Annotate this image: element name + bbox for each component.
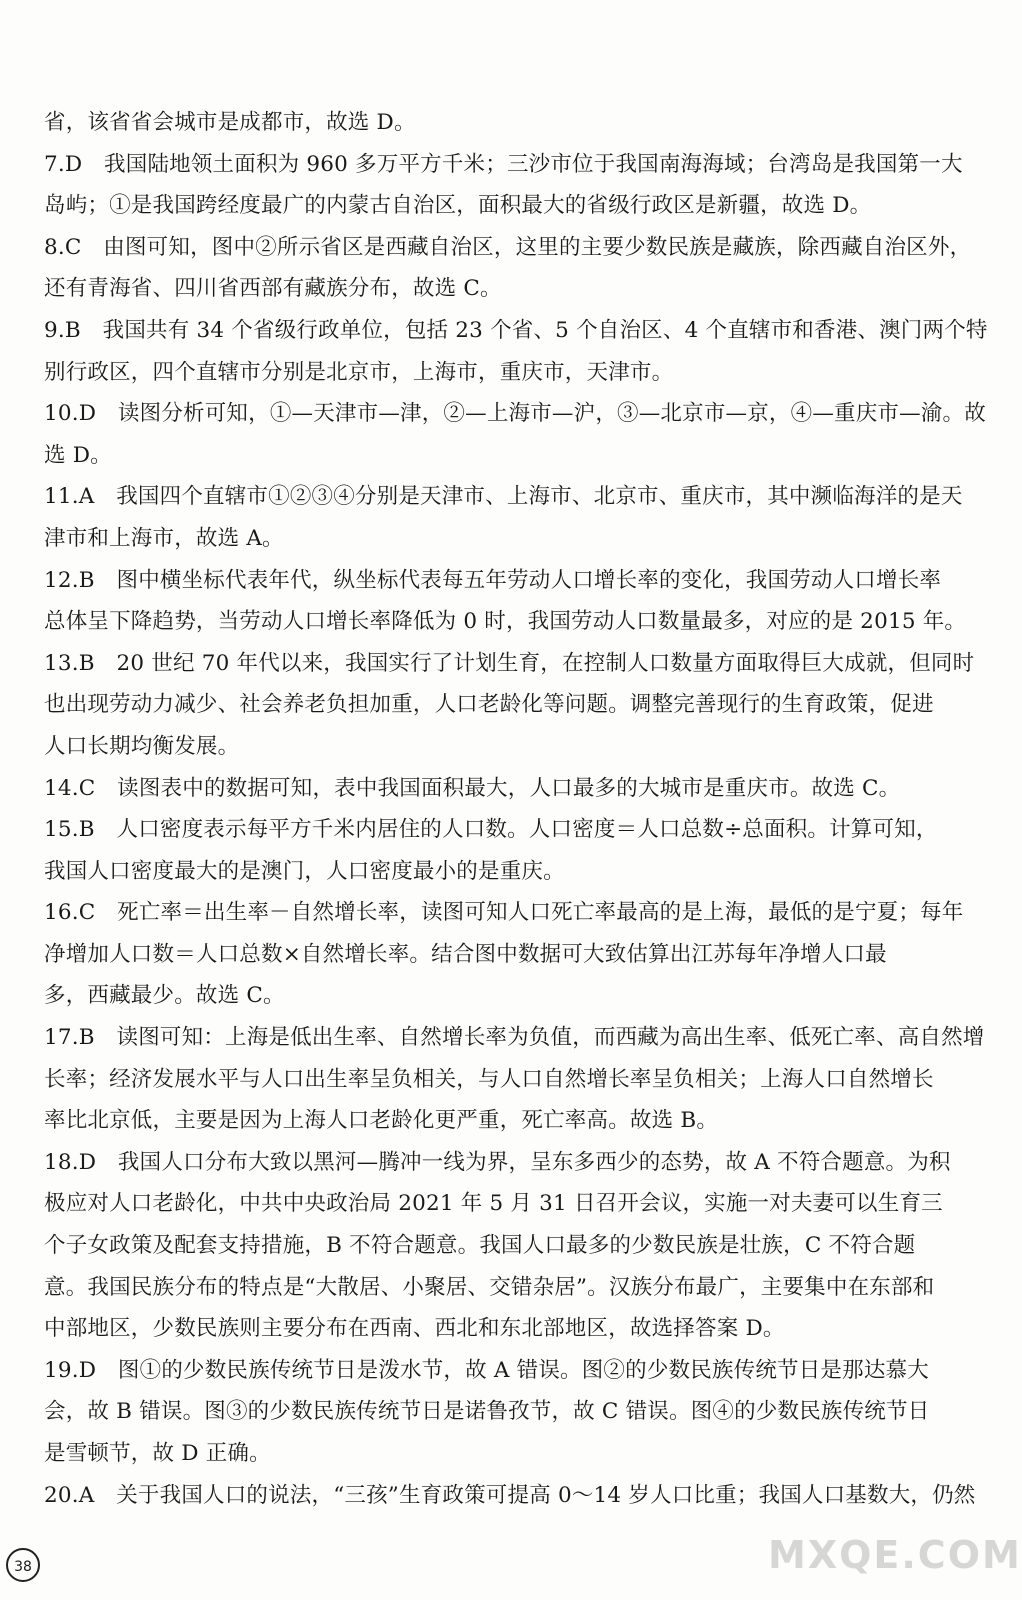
text-line: 个子女政策及配套支持措施，B 不符合题意。我国人口最多的少数民族是壮族，C 不符合题 <box>44 1233 916 1259</box>
text-line: 14.C 读图表中的数据可知，表中我国面积最大，人口最多的大城市是重庆市。故选 C。 <box>44 775 901 801</box>
text-line: 会，故 B 错误。图③的少数民族传统节日是诺鲁孜节，故 C 错误。图④的少数民族传统节日 <box>44 1399 930 1425</box>
text-line: 多，西藏最少。故选 C。 <box>44 983 285 1009</box>
text-line: 是雪顿节，故 D 正确。 <box>44 1441 271 1466</box>
text-line: 人口长期均衡发展。 <box>44 733 240 759</box>
text-line: 还有青海省、四川省西部有藏族分布，故选 C。 <box>44 276 502 302</box>
text-line: 12.B 图中横坐标代表年代，纵坐标代表每五年劳动人口增长率的变化，我国劳动人口增长率 <box>44 567 942 593</box>
text-line: 16.C 死亡率＝出生率－自然增长率，读图可知人口死亡率最高的是上海，最低的是宁夏；每年 <box>44 900 964 926</box>
text-line: 意。我国民族分布的特点是“大散居、小聚居、交错杂居”。汉族分布最广，主要集中在东部和 <box>44 1274 935 1300</box>
text-line: 8.C 由图可知，图中②所示省区是西藏自治区，这里的主要少数民族是藏族，除西藏自治区外， <box>44 234 972 260</box>
text-line: 11.A 我国四个直辖市①②③④分别是天津市、上海市、北京市、重庆市，其中濒临海洋的是天 <box>44 484 963 510</box>
page-number-badge: 38 <box>6 1548 40 1582</box>
text-line: 19.D 图①的少数民族传统节日是泼水节，故 A 错误。图②的少数民族传统节日是那达慕大 <box>44 1357 929 1383</box>
text-line: 20.A 关于我国人口的说法，“三孩”生育政策可提高 0～14 岁人口比重；我国人口基数大，仍然 <box>44 1482 976 1508</box>
text-line: 极应对人口老龄化，中共中央政治局 2021 年 5 月 31 日召开会议，实施一对夫妻可以生育三 <box>44 1191 943 1217</box>
text-line: 长率；经济发展水平与人口出生率呈负相关，与人口自然增长率呈负相关；上海人口自然增长 <box>44 1066 934 1092</box>
text-line: 13.B 20 世纪 70 年代以来，我国实行了计划生育，在控制人口数量方面取得巨大成就，但同时 <box>44 650 975 676</box>
text-line: 我国人口密度最大的是澳门，人口密度最小的是重庆。 <box>44 858 565 884</box>
text-line: 总体呈下降趋势，当劳动人口增长率降低为 0 时，我国劳动人口数量最多，对应的是 2015 年。 <box>44 609 967 635</box>
text-line: 18.D 我国人口分布大致以黑河—腾冲一线为界，呈东多西少的态势，故 A 不符合题意。为积 <box>44 1149 951 1175</box>
watermark-logo: MXQE.COM <box>768 1533 1022 1577</box>
text-line: 率比北京低，主要是因为上海人口老龄化更严重，死亡率高。故选 B。 <box>44 1108 719 1134</box>
text-line: 别行政区，四个直辖市分别是北京市，上海市，重庆市，天津市。 <box>44 359 674 385</box>
text-line: 中部地区，少数民族则主要分布在西南、西北和东北部地区，故选择答案 D。 <box>44 1316 785 1342</box>
text-line: 7.D 我国陆地领土面积为 960 多万平方千米；三沙市位于我国南海海域；台湾岛是我国第一大 <box>44 151 963 177</box>
answer-text-body <box>44 102 988 1516</box>
text-line: 津市和上海市，故选 A。 <box>44 525 284 551</box>
text-line: 17.B 读图可知：上海是低出生率、自然增长率为负值，而西藏为高出生率、低死亡率、高自然增 <box>44 1025 985 1051</box>
text-line: 净增加人口数＝人口总数×自然增长率。结合图中数据可大致估算出江苏每年净增人口最 <box>44 941 887 967</box>
text-line: 15.B 人口密度表示每平方千米内居住的人口数。人口密度＝人口总数÷总面积。计算可知， <box>44 817 938 843</box>
text-line: 10.D 读图分析可知，①—天津市—津，②—上海市—沪，③—北京市—京，④—重庆市—渝。故 <box>44 401 986 427</box>
text-line: 选 D。 <box>44 442 112 468</box>
text-line: 9.B 我国共有 34 个省级行政单位，包括 23 个省、5 个自治区、4 个直辖市和香港、澳门两个特 <box>44 317 988 343</box>
text-line: 岛屿；①是我国跨经度最广的内蒙古自治区，面积最大的省级行政区是新疆，故选 D。 <box>44 193 872 219</box>
text-line: 也出现劳动力减少、社会养老负担加重，人口老龄化等问题。调整完善现行的生育政策，促进 <box>44 692 934 718</box>
text-line: 省，该省省会城市是成都市，故选 D。 <box>44 110 416 135</box>
